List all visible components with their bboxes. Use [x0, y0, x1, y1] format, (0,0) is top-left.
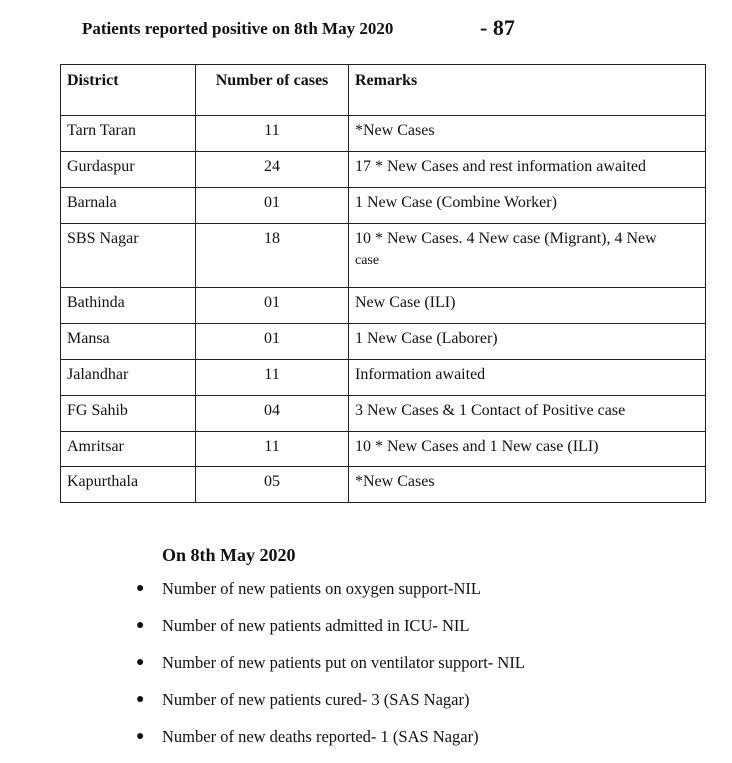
table-row	[61, 288, 706, 324]
list-item	[136, 615, 525, 652]
district-cell: Kapurthala	[61, 467, 196, 503]
remarks-cell: 1 New Case (Laborer)	[349, 324, 706, 360]
district-cell: Barnala	[61, 188, 196, 224]
table-row	[61, 467, 706, 503]
table-row	[61, 432, 706, 467]
list-item	[136, 726, 525, 763]
bullet-icon: ●	[136, 655, 145, 670]
list-item	[136, 578, 525, 615]
cases-cell: 01	[196, 188, 349, 224]
cases-table	[60, 64, 706, 503]
remarks-cell: 1 New Case (Combine Worker)	[349, 188, 706, 224]
table-header-row	[61, 65, 706, 116]
cases-cell: 18	[196, 224, 349, 288]
remarks-cell: 3 New Cases & 1 Contact of Positive case	[349, 396, 706, 432]
remarks-cell	[349, 224, 706, 288]
table-row	[61, 360, 706, 396]
bullet-icon: ●	[136, 729, 145, 744]
column-header-cases: Number of cases	[196, 65, 349, 116]
remarks-cell: Information awaited	[349, 360, 706, 396]
list-item-text: Number of new patients cured- 3 (SAS Nagar)	[162, 690, 470, 709]
cases-cell: 01	[196, 288, 349, 324]
remarks-cell: *New Cases	[349, 116, 706, 152]
list-item-text: Number of new patients put on ventilator support- NIL	[162, 653, 525, 672]
district-cell: Amritsar	[61, 432, 196, 467]
table-row	[61, 396, 706, 432]
cases-cell: 01	[196, 324, 349, 360]
district-cell: Gurdaspur	[61, 152, 196, 188]
remarks-cell: 10 * New Cases and 1 New case (ILI)	[349, 432, 706, 467]
cases-cell: 05	[196, 467, 349, 503]
district-cell: Jalandhar	[61, 360, 196, 396]
table-row	[61, 188, 706, 224]
list-item-text: Number of new deaths reported- 1 (SAS Nagar)	[162, 727, 479, 746]
cases-cell: 24	[196, 152, 349, 188]
list-item-text: Number of new patients admitted in ICU- NIL	[162, 616, 470, 635]
table-row	[61, 224, 706, 288]
remarks-line-1: 10 * New Cases. 4 New case (Migrant), 4 New	[355, 230, 657, 247]
district-cell: FG Sahib	[61, 396, 196, 432]
list-item-text: Number of new patients on oxygen support-NIL	[162, 579, 481, 598]
list-item	[136, 689, 525, 726]
district-cell: Mansa	[61, 324, 196, 360]
cases-cell: 04	[196, 396, 349, 432]
district-cell: Tarn Taran	[61, 116, 196, 152]
remarks-line-2: case	[355, 253, 380, 268]
bullet-icon: ●	[136, 618, 145, 633]
table-row	[61, 116, 706, 152]
total-count: - 87	[480, 15, 515, 40]
column-header-remarks: Remarks	[349, 65, 706, 116]
summary-title: On 8th May 2020	[162, 545, 296, 565]
district-cell: SBS Nagar	[61, 224, 196, 288]
remarks-cell: New Case (ILI)	[349, 288, 706, 324]
report-title: Patients reported positive on 8th May 2020	[82, 19, 394, 38]
list-item	[136, 652, 525, 689]
cases-cell: 11	[196, 432, 349, 467]
bullet-icon: ●	[136, 581, 145, 596]
remarks-cell: 17 * New Cases and rest information awaited	[349, 152, 706, 188]
bullet-icon: ●	[136, 692, 145, 707]
table-row	[61, 324, 706, 360]
column-header-district: District	[61, 65, 196, 116]
cases-cell: 11	[196, 116, 349, 152]
cases-cell: 11	[196, 360, 349, 396]
district-cell: Bathinda	[61, 288, 196, 324]
table-row	[61, 152, 706, 188]
remarks-cell: *New Cases	[349, 467, 706, 503]
summary-list	[136, 578, 525, 763]
report-header	[82, 15, 542, 43]
